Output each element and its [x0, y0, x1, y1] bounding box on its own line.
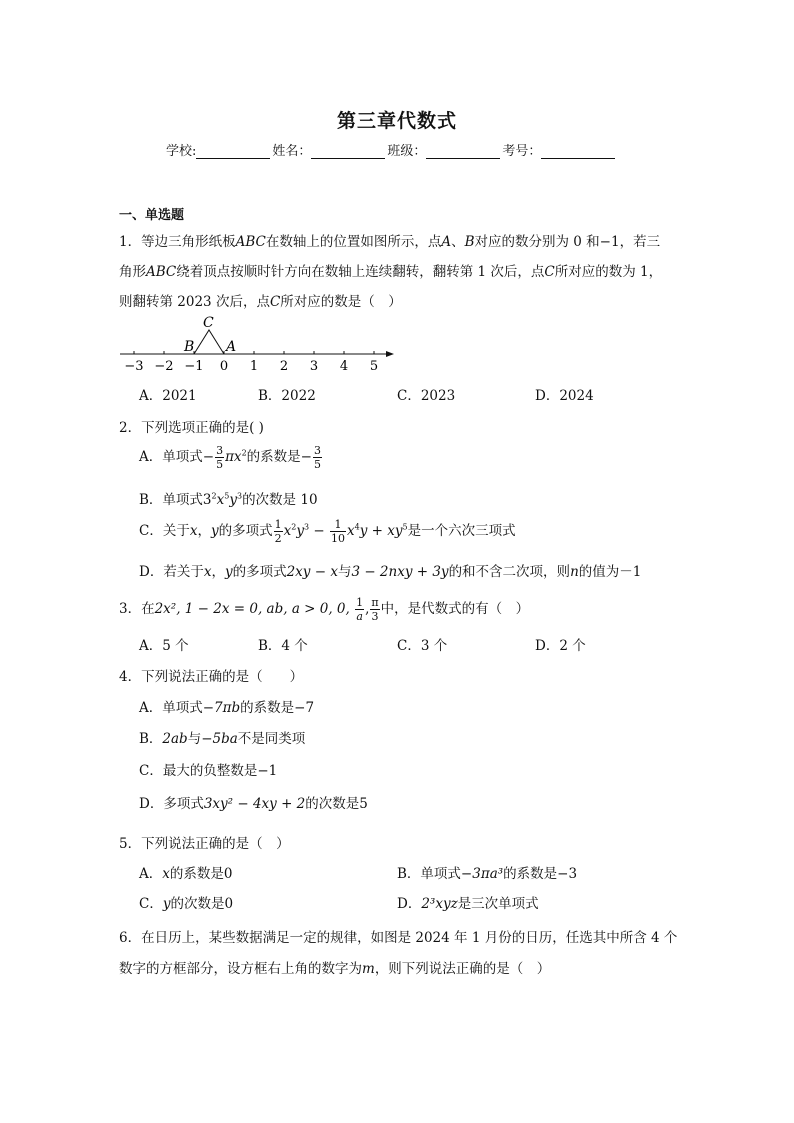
q2-option-c[interactable]: C．关于x，y的多项式 $\frac{1}{2}$ $x^2y^3$ − $\frac{1}{10}$ $x^4y + xy^5$是一个六次三项式	[139, 518, 516, 545]
q1-line1: 1．等边三角形纸板ABC在数轴上的位置如图所示，点A、B对应的数分别为 0 和−1，若三	[119, 234, 661, 250]
q5-option-d[interactable]: D．2³xyz是三次单项式	[397, 896, 539, 912]
axis-tick-label: 5	[369, 359, 379, 374]
page-title: 第三章代数式	[336, 110, 457, 132]
q1-line2: 角形ABC绕着顶点按顺时针方向在数轴上连续翻转，翻转第 1 次后，点C所对应的数为 1，	[119, 264, 663, 280]
class-label: 班级：	[387, 144, 427, 159]
q2-option-a[interactable]: A．单项式− $\frac{3}{5}$ $\pi x^2$的系数是− $\frac{3}{5}$	[139, 444, 321, 471]
axis-tick-label: −1	[184, 359, 204, 374]
axis-tick-label: 1	[249, 359, 259, 374]
name-label: 姓名：	[272, 144, 312, 159]
vertex-label-b: B	[184, 339, 195, 355]
q1-option-d[interactable]: D．2024	[535, 388, 594, 404]
number-blank[interactable]	[541, 144, 615, 159]
axis-tick-label: 4	[339, 359, 349, 374]
q3-option-d[interactable]: D．2 个	[535, 638, 586, 654]
q5-stem: 5．下列说法正确的是（ ）	[119, 836, 290, 852]
q3-option-a[interactable]: A．5 个	[139, 638, 189, 654]
q3-option-b[interactable]: B．4 个	[258, 638, 308, 654]
q2-option-b[interactable]: B．单项式$3^2x^5y^3$的次数是 10	[139, 491, 318, 508]
q1-option-a[interactable]: A．2021	[139, 388, 197, 404]
q5-option-a[interactable]: A．x的系数是0	[139, 866, 233, 882]
school-blank[interactable]	[196, 144, 270, 159]
student-info-row	[166, 140, 617, 159]
q4-option-a[interactable]: A．单项式−7πb的系数是−7	[139, 700, 315, 716]
q3-stem: 3．在2x², 1 − 2x = 0, ab, a > 0, 0, $\frac{1}{a}$ , $\frac{\pi}{3}$ 中，是代数式的有（ ）	[119, 596, 530, 623]
class-blank[interactable]	[426, 144, 500, 159]
q1-option-c[interactable]: C．2023	[397, 388, 456, 404]
q2-stem: 2．下列选项正确的是( )	[119, 420, 264, 436]
q5-option-c[interactable]: C．y的次数是0	[139, 896, 234, 912]
axis-arrow	[386, 351, 394, 357]
q6-line2: 数字的方框部分，设方框右上角的数字为m，则下列说法正确的是（ ）	[119, 961, 551, 977]
q2-option-d[interactable]: D．若关于x，y的多项式2xy − x与3 − 2nxy + 3y的和不含二次项，则n的值为－1	[139, 564, 642, 580]
q6-line1: 6．在日历上，某些数据满足一定的规律，如图是 2024 年 1 月份的日历，任选其中所含 4 个	[119, 930, 678, 946]
triangle-abc	[194, 330, 224, 354]
q4-option-d[interactable]: D．多项式3xy² − 4xy + 2的次数是5	[139, 796, 368, 812]
q4-stem: 4．下列说法正确的是（ ）	[119, 669, 304, 685]
q4-option-b[interactable]: B．2ab与−5ba不是同类项	[139, 731, 306, 747]
q3-option-c[interactable]: C．3 个	[397, 638, 448, 654]
axis-tick-label: 2	[279, 359, 289, 374]
school-label: 学校:	[166, 144, 197, 159]
q1-option-b[interactable]: B．2022	[258, 388, 316, 404]
q4-option-c[interactable]: C．最大的负整数是−1	[139, 763, 278, 779]
q5-option-b[interactable]: B．单项式−3πa³的系数是−3	[397, 866, 578, 882]
axis-tick-label: −2	[154, 359, 174, 374]
vertex-label-a: A	[226, 339, 237, 355]
axis-tick-label: −3	[124, 359, 144, 374]
section-heading: 一、单选题	[119, 208, 185, 223]
axis-tick-label: 0	[219, 359, 229, 374]
axis-tick-label: 3	[309, 359, 319, 374]
vertex-label-c: C	[203, 315, 214, 331]
q1-line3: 则翻转第 2023 次后，点C所对应的数是（ ）	[119, 294, 402, 310]
name-blank[interactable]	[311, 144, 385, 159]
number-label: 考号：	[502, 144, 542, 159]
number-line-figure	[118, 312, 398, 374]
